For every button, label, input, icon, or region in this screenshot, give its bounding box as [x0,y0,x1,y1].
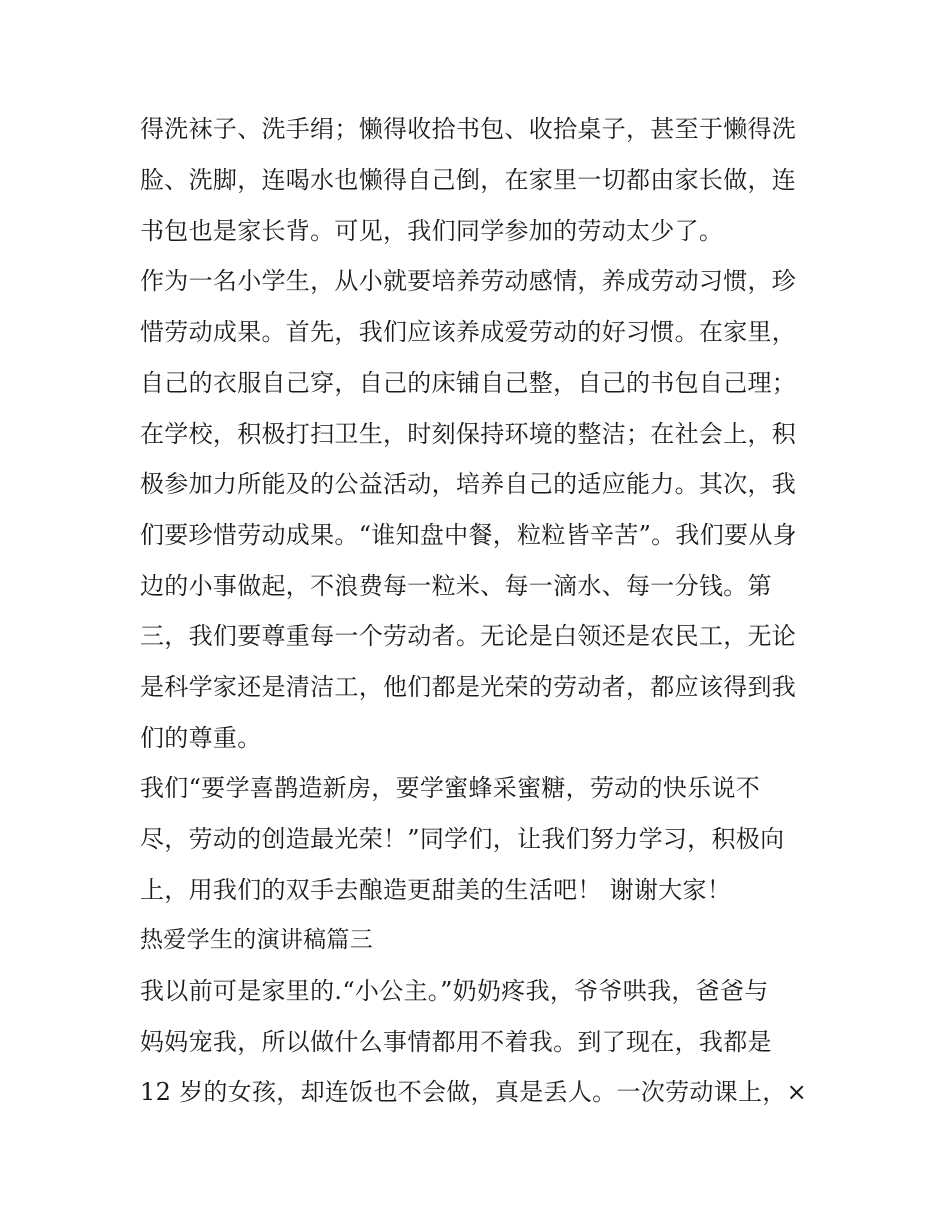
text-line: 我以前可是家里的.“小公主。”奶奶疼我，爷爷哄我，爸爸与 [140,977,769,1005]
text-line: 惜劳动成果。首先，我们应该养成爱劳动的好习惯。在家里， [140,318,797,346]
text-line: 12 岁的女孩，却连饭也不会做，真是丢人。一次劳动课上，× [140,1078,807,1106]
text-line: 在学校，积极打扫卫生，时刻保持环境的整洁；在社会上，积 [140,420,797,448]
text-line: 极参加力所能及的公益活动，培养自己的适应能力。其次，我 [140,470,797,498]
text-line: 作为一名小学生，从小就要培养劳动感情，养成劳动习惯，珍 [140,267,797,295]
text-line: 自己的衣服自己穿，自己的床铺自己整，自己的书包自己理； [140,369,797,397]
text-line: 书包也是家长背。可见，我们同学参加的劳动太少了。 [140,217,724,245]
text-line: 脸、洗脚，连喝水也懒得自己倒，在家里一切都由家长做，连 [140,166,797,194]
text-line: 上，用我们的双手去酿造更甜美的生活吧！ 谢谢大家！ [140,876,732,904]
text-line: 是科学家还是清洁工，他们都是光荣的劳动者，都应该得到我 [140,673,797,701]
text-line: 三，我们要尊重每一个劳动者。无论是白领还是农民工，无论 [140,622,797,650]
text-line: 们要珍惜劳动成果。“谁知盘中餐，粒粒皆辛苦”。我们要从身 [140,521,797,549]
text-line: 我们“要学喜鹊造新房，要学蜜蜂采蜜糖，劳动的快乐说不 [140,774,761,802]
text-line: 得洗袜子、洗手绢；懒得收拾书包、收拾桌子，甚至于懒得洗 [140,115,797,143]
text-line: 尽，劳动的创造最光荣！”同学们，让我们努力学习，积极向 [140,825,785,853]
text-line: 们的尊重。 [140,724,262,752]
section-title: 热爱学生的演讲稿篇三 [140,927,373,953]
text-line: 妈妈宠我，所以做什么事情都用不着我。到了现在，我都是 [140,1028,772,1056]
text-line: 边的小事做起，不浪费每一粒米、每一滴水、每一分钱。第 [140,572,772,600]
